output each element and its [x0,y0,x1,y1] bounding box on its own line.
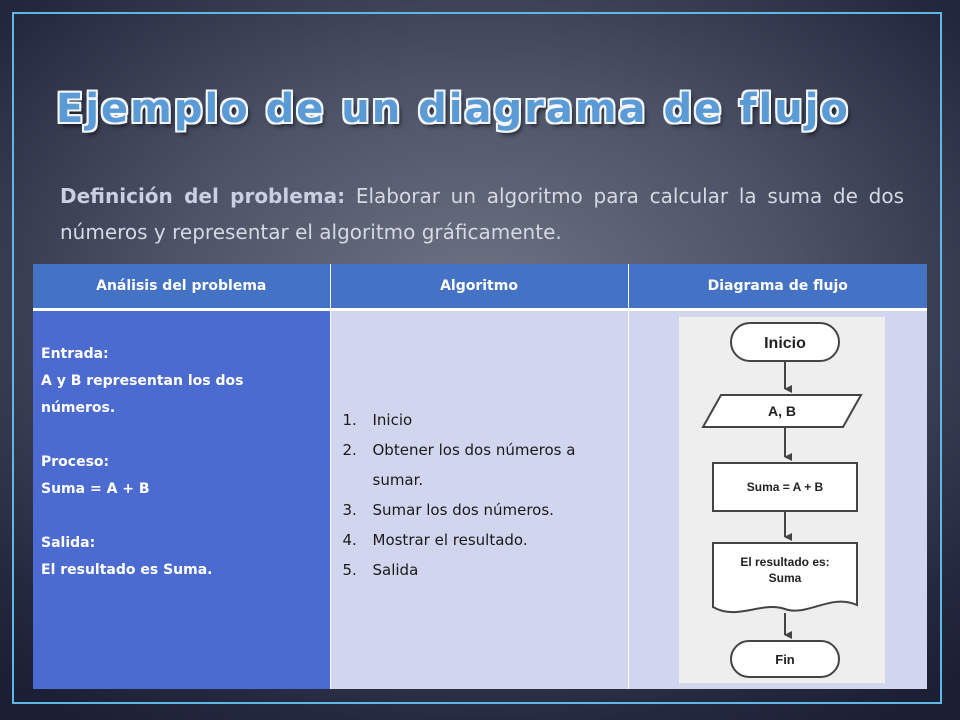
flow-process-node [713,463,857,511]
table-header-row [33,264,927,310]
salida-text: El resultado es Suma. [41,562,213,578]
header-analysis: Análisis del problema [33,264,330,310]
flow-end-node [731,641,839,677]
flowchart-cell [628,310,927,690]
list-item [339,555,620,585]
proceso-text: Suma = A + B [41,481,150,497]
step-text: Sumar los dos números. [372,501,554,519]
step-text: Obtener los dos números a sumar. [372,441,576,489]
list-item [339,525,620,555]
analysis-cell [33,310,330,690]
list-item [339,405,620,435]
list-item [339,495,620,525]
salida-label: Salida: [41,535,96,551]
algorithm-cell [330,310,628,690]
table-row [33,310,927,690]
definition-text: Elaborar un algoritmo para calcular la suma de dos números y representar el algoritmo gráficamente. [60,184,904,244]
header-algorithm: Algoritmo [330,264,628,310]
step-number: 3. [342,501,357,519]
step-number: 4. [342,531,357,549]
flow-start-node [731,323,839,361]
flow-input-node [703,395,861,427]
algorithm-list [331,405,628,585]
step-number: 1. [342,411,357,429]
definition-label: Definición del problema: [60,184,346,208]
entrada-label: Entrada: [41,346,109,362]
step-text: Salida [372,561,419,579]
step-text: Inicio [372,411,413,429]
flow-process-label: Suma = A + B [746,480,823,494]
flowchart-diagram [679,317,885,683]
analysis-content [33,311,330,584]
flow-input-label: A, B [767,403,796,419]
slide-title: Ejemplo de un diagrama de flujo [56,86,850,132]
entrada-text: A y B representan los dos números. [41,373,244,416]
flow-start-label: Inicio [763,335,806,352]
list-item [339,435,620,495]
flow-output-label-2: Suma [768,571,801,585]
proceso-label: Proceso: [41,454,110,470]
problem-table [33,264,927,689]
step-number: 5. [342,561,357,579]
flow-output-label-1: El resultado es: [739,555,830,569]
flow-end-label: Fin [774,652,795,667]
step-number: 2. [342,441,357,459]
step-text: Mostrar el resultado. [372,531,528,549]
header-flowchart: Diagrama de flujo [628,264,927,310]
problem-definition [60,178,904,250]
flow-output-node [713,543,857,612]
